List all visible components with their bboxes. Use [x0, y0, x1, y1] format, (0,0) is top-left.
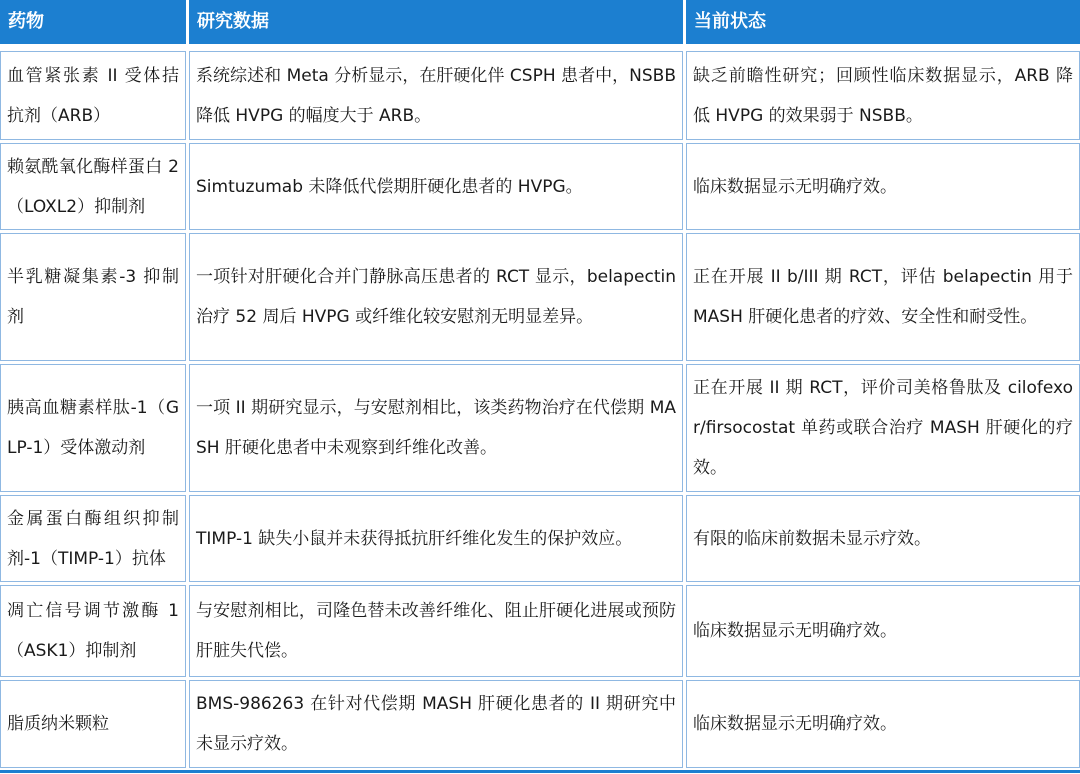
table-row	[0, 585, 1080, 677]
status-text: 正在开展 II b/III 期 RCT，评估 belapectin 用于 MASH 肝硬化患者的疗效、安全性和耐受性。	[693, 267, 1073, 327]
drug-name: 血管紧张素 II 受体拮抗剂（ARB）	[7, 65, 179, 126]
table-row	[0, 495, 1080, 582]
research-data-text: Simtuzumab 未降低代偿期肝硬化患者的 HVPG。	[196, 176, 583, 197]
research-data-cell	[189, 680, 683, 768]
table-row	[0, 51, 1080, 140]
status-text: 临床数据显示无明确疗效。	[693, 176, 897, 197]
drug-cell	[0, 585, 186, 677]
drug-cell	[0, 495, 186, 582]
status-text: 正在开展 II 期 RCT，评价司美格鲁肽及 cilofexor/firsocostat 单药或联合治疗 MASH 肝硬化的疗效。	[693, 378, 1073, 478]
status-cell	[686, 233, 1080, 361]
drug-name: 凋亡信号调节激酶 1（ASK1）抑制剂	[7, 601, 179, 661]
drug-cell	[0, 364, 186, 492]
status-cell	[686, 51, 1080, 140]
table-row	[0, 233, 1080, 361]
drug-cell	[0, 143, 186, 230]
drug-name: 金属蛋白酶组织抑制剂-1（TIMP-1）抗体	[7, 508, 179, 569]
drug-cell	[0, 233, 186, 361]
status-text: 临床数据显示无明确疗效。	[693, 621, 897, 641]
research-data-cell	[189, 143, 683, 230]
table-row	[0, 143, 1080, 230]
status-cell	[686, 585, 1080, 677]
research-data-text: 与安慰剂相比，司隆色替未改善纤维化、阻止肝硬化进展或预防肝脏失代偿。	[196, 601, 676, 661]
table-bottom-rule	[0, 770, 1080, 773]
status-text: 有限的临床前数据未显示疗效。	[693, 528, 931, 549]
drug-cell	[0, 680, 186, 768]
drug-name: 半乳糖凝集素-3 抑制剂	[7, 267, 179, 327]
drug-name: 胰高血糖素样肽-1（GLP-1）受体激动剂	[7, 398, 179, 458]
research-data-cell	[189, 364, 683, 492]
header-research-data: 研究数据	[189, 0, 683, 44]
header-current-status: 当前状态	[686, 0, 1080, 44]
research-data-cell	[189, 585, 683, 677]
drug-cell	[0, 51, 186, 140]
drug-name: 赖氨酰氧化酶样蛋白 2（LOXL2）抑制剂	[7, 156, 179, 217]
research-data-text: 一项针对肝硬化合并门静脉高压患者的 RCT 显示，belapectin 治疗 52 周后 HVPG 或纤维化较安慰剂无明显差异。	[196, 267, 676, 327]
table-row	[0, 364, 1080, 492]
research-data-cell	[189, 233, 683, 361]
research-data-text: BMS-986263 在针对代偿期 MASH 肝硬化患者的 II 期研究中未显示疗效。	[196, 694, 676, 754]
status-text: 临床数据显示无明确疗效。	[693, 714, 897, 734]
research-data-text: 系统综述和 Meta 分析显示，在肝硬化伴 CSPH 患者中，NSBB 降低 HVPG 的幅度大于 ARB。	[196, 65, 676, 126]
research-data-cell	[189, 495, 683, 582]
status-cell	[686, 680, 1080, 768]
research-data-text: TIMP-1 缺失小鼠并未获得抵抗肝纤维化发生的保护效应。	[196, 528, 633, 549]
research-data-cell	[189, 51, 683, 140]
table-header	[0, 0, 1080, 48]
research-data-text: 一项 II 期研究显示，与安慰剂相比，该类药物治疗在代偿期 MASH 肝硬化患者中未观察到纤维化改善。	[196, 398, 676, 458]
status-cell	[686, 143, 1080, 230]
status-text: 缺乏前瞻性研究；回顾性临床数据显示，ARB 降低 HVPG 的效果弱于 NSBB。	[693, 65, 1073, 126]
header-drug: 药物	[0, 0, 186, 44]
table-row	[0, 680, 1080, 768]
status-cell	[686, 495, 1080, 582]
drug-name: 脂质纳米颗粒	[7, 714, 109, 734]
status-cell	[686, 364, 1080, 492]
